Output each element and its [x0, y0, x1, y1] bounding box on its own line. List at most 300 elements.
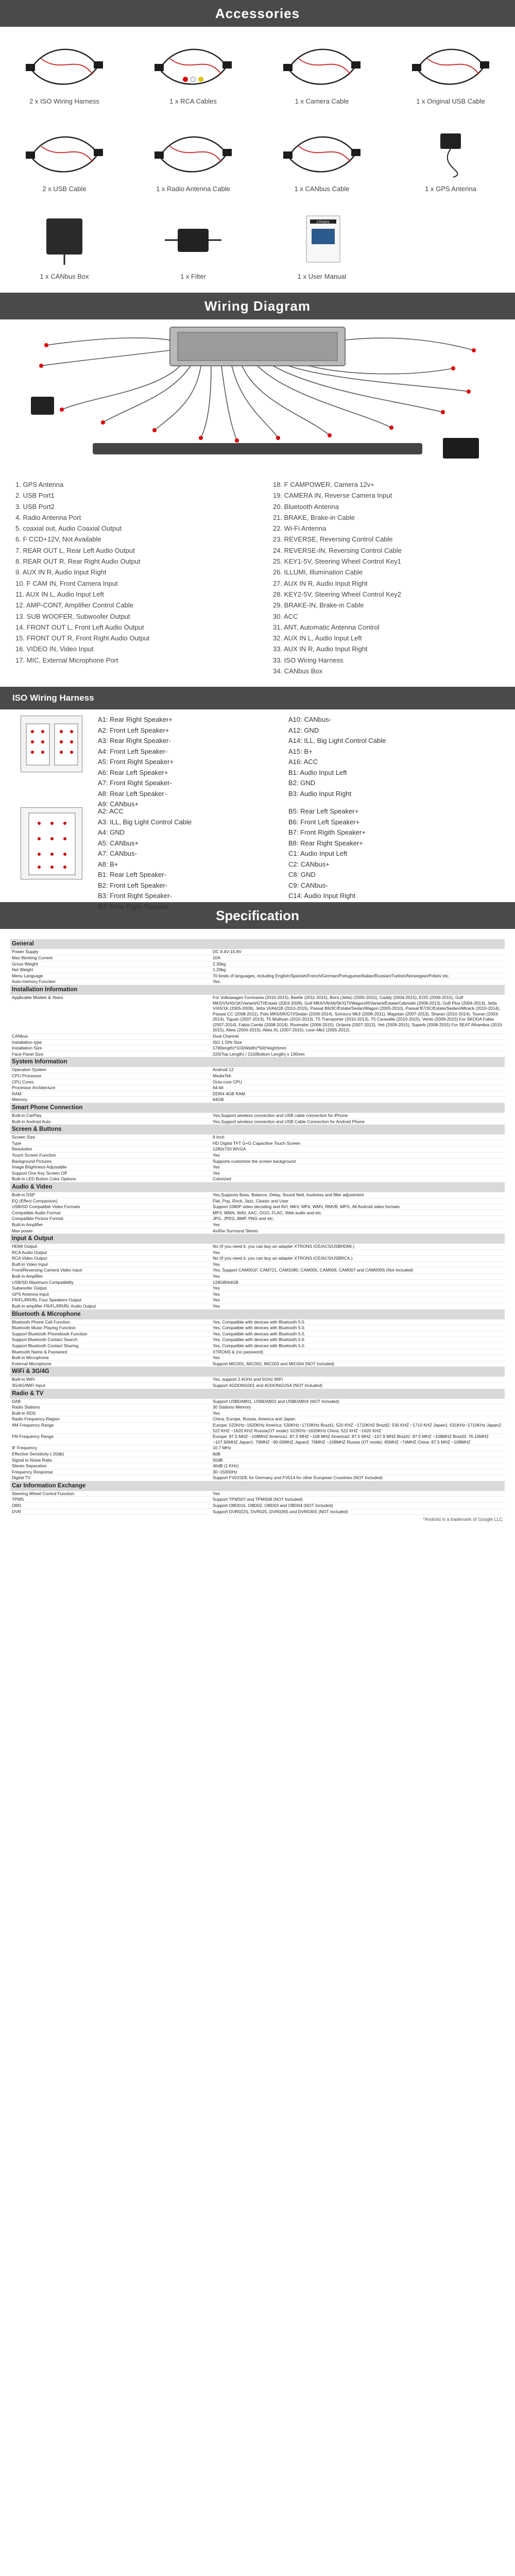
spec-row — [10, 1210, 505, 1216]
spec-group-header — [10, 939, 505, 949]
spec-row — [10, 1085, 505, 1091]
spec-row — [10, 1291, 505, 1297]
spec-value: Yes — [211, 1410, 505, 1416]
spec-row — [10, 1475, 505, 1481]
spec-value: 8dB — [211, 1451, 505, 1457]
spec-row — [10, 1261, 505, 1267]
wiring-legend-item: 21. BRAKE, Brake-in Cable — [273, 513, 355, 521]
spec-value: 10.7 MHz — [211, 1445, 505, 1451]
spec-key: Screen Size — [10, 1134, 211, 1140]
wiring-legend-item: 23. REVERSE, Reversing Control Cable — [273, 535, 393, 544]
spec-key: Built-in CarPlay — [10, 1113, 211, 1118]
spec-key: Built-in DSP — [10, 1192, 211, 1198]
iso-pin-item: A10: CANbus- — [288, 716, 332, 724]
spec-value: Support OBD015, OBD02, OBD03 and OBD04 (NOT Included) — [211, 1503, 505, 1509]
iso-pin-item: C8: GND — [288, 871, 316, 879]
wiring-legend-item: 4. Radio Antenna Port — [15, 513, 81, 521]
spec-key: CANbus — [10, 1033, 211, 1040]
iso-pin-item: A5: Front Right Speaker+ — [98, 758, 174, 766]
spec-key: AM Frequency Range — [10, 1422, 211, 1433]
spec-key: Memory — [10, 1097, 211, 1103]
spec-key: Net Weight — [10, 967, 211, 973]
wiring-legend-item: 6. F CCD+12V, Not Available — [15, 535, 101, 544]
iso-pin-item: B1: Audio Input Left — [288, 768, 347, 776]
iso-connector-a — [21, 716, 82, 772]
spec-group-header — [10, 1125, 505, 1135]
spec-value: 64-bit — [211, 1085, 505, 1091]
spec-value: Support 4GDONG001 and 4GDONGUSA (NOT Included) — [211, 1382, 505, 1388]
spec-row — [10, 1274, 505, 1280]
spec-value: MediaTek — [211, 1073, 505, 1079]
accessory-caption: 1 x Radio Antenna Cable — [156, 185, 230, 193]
spec-key: USB/SD Maximum Compatibility — [10, 1279, 211, 1285]
spec-group-header — [10, 1182, 505, 1192]
wiring-legend-item: 33. AUX IN R, Audio Input Right — [273, 645, 368, 653]
spec-key: Bluetooth Phone Call Function — [10, 1319, 211, 1325]
spec-row — [10, 1382, 505, 1388]
accessory-caption: 1 x Original USB Cable — [416, 97, 485, 105]
spec-group-title: Radio & TV — [10, 1388, 505, 1399]
spec-value: Support FV015DE for Germany and FV014 for other European Countries (NOT Included) — [211, 1475, 505, 1481]
accessory-caption: 1 x Camera Cable — [295, 97, 349, 105]
iso-pin-item: A4: Front Left Speaker- — [98, 747, 168, 755]
spec-group-title: WiFi & 3G/4G — [10, 1367, 505, 1377]
spec-row — [10, 979, 505, 985]
spec-key: Operation System — [10, 1067, 211, 1073]
accessory-item — [0, 202, 129, 290]
spec-row — [10, 1267, 505, 1274]
spec-value: Yes — [211, 1303, 505, 1310]
iso-pin-item: A5: CANbus+ — [98, 839, 139, 847]
spec-row — [10, 1204, 505, 1210]
spec-key: HDMI Output — [10, 1244, 211, 1249]
spec-row — [10, 1045, 505, 1052]
spec-value: No (If you need it, you can buy an adapter XTRONS ICE/ACS/USBRCA.) — [211, 1256, 505, 1262]
spec-key: CPU Processor — [10, 1073, 211, 1079]
accessory-item — [129, 202, 258, 290]
iso-pin-item: B5: Rear Left Speaker+ — [288, 807, 359, 816]
spec-row — [10, 1422, 505, 1433]
spec-row — [10, 1303, 505, 1310]
spec-header — [0, 902, 515, 929]
spec-key: Stereo Separation — [10, 1463, 211, 1469]
spec-row — [10, 1033, 505, 1040]
spec-key: Built-In RDS — [10, 1410, 211, 1416]
spec-key: Effective Sensitivity (-20db) — [10, 1451, 211, 1457]
wiring-legend-item: 10. F CAM IN, Front Camera Input — [15, 579, 118, 587]
spec-row — [10, 1222, 505, 1228]
spec-key: Frequency Response — [10, 1469, 211, 1475]
spec-value: Yes,Supports Bass, Balance, Delay, Sound field, loudness and filter adjustment — [211, 1192, 505, 1198]
spec-table — [10, 939, 505, 1515]
wiring-legend-item: 14. FRONT OUT L, Front Left Audio Output — [15, 623, 144, 631]
accessories-header — [0, 0, 515, 27]
iso-pin-item: A3: Rear Right Speaker- — [98, 737, 171, 745]
spec-value: DC 9.4V-15.8V — [211, 949, 505, 955]
spec-value: 30 Stations Memory — [211, 1404, 505, 1411]
spec-group-header — [10, 1388, 505, 1399]
spec-value: Android 12 — [211, 1067, 505, 1073]
spec-key: Background Pictures — [10, 1158, 211, 1164]
spec-value: 10A — [211, 955, 505, 961]
spec-row — [10, 1067, 505, 1073]
spec-key: Subwoofer Output — [10, 1285, 211, 1292]
accessory-caption: 1 x CANbus Cable — [294, 185, 350, 193]
accessory-item — [258, 114, 386, 202]
wiring-legend-item: 27. AUX IN R, Audio Input Right — [273, 579, 368, 587]
spec-value: Support USBDAB01, USBDAB02 and USBDAB04 (NOT Included) — [211, 1399, 505, 1404]
spec-key: Gross Weight — [10, 961, 211, 967]
usb-cable-icon — [21, 126, 108, 180]
spec-value: ISO 1 DIN Size — [211, 1039, 505, 1045]
spec-key: Max power — [10, 1228, 211, 1234]
spec-key: Touch Screen Function — [10, 1152, 211, 1158]
spec-row — [10, 1399, 505, 1404]
gps-antenna-icon — [407, 126, 494, 180]
spec-key: IF Frequency — [10, 1445, 211, 1451]
spec-value: 50dB — [211, 1457, 505, 1463]
spec-value: Supports customize the screen background — [211, 1158, 505, 1164]
wiring-legend-item: 24. REVERSE-IN, Reversing Control Cable — [273, 546, 402, 554]
iso-pin-item: A2: ACC — [98, 807, 124, 816]
spec-group-title: Input & Output — [10, 1234, 505, 1244]
spec-value: Europe: 87.5 MHZ ~108MHZ America1: 87.5 MHZ ~108 MHZ America2: 87.5 MHZ ~107.9 MHZ Brazil1: 87.5 MHZ ~108MHZ Brazil2: 76.10MHZ ~107.90MHZ Japan1: 76MHZ ~90.00MHZ Japan2: 76MHZ ~108MHZ Russia (OT mode): 65MHZ ~74MHZ China: 87.5 MHZ ~108MHZ — [211, 1434, 505, 1445]
accessory-item — [258, 202, 386, 290]
spec-value: Yes — [211, 1249, 505, 1256]
spec-value: 64GB — [211, 1097, 505, 1103]
spec-key: Auto-memory Function — [10, 979, 211, 985]
spec-key: Bluetooth Music Playing Function — [10, 1325, 211, 1331]
spec-row — [10, 1176, 505, 1182]
spec-group-title: Installation Information — [10, 985, 505, 995]
spec-value: Support MIC001, MIC002, MIC003 and MIC004 (NOT Included) — [211, 1361, 505, 1367]
spec-value: 2.30kg — [211, 961, 505, 967]
spec-row — [10, 1451, 505, 1457]
accessory-caption: 1 x GPS Antenna — [425, 185, 476, 193]
iso-header — [0, 687, 515, 709]
iso-pin-item: C2: CANbus+ — [288, 860, 330, 868]
spec-value: Yes,Support wireless connection and USB Cable Connection for Android Phone — [211, 1118, 505, 1125]
wiring-legend-item: 31. ANT, Automatic Antenna Control — [273, 623, 380, 631]
spec-value: 220(Top Length) / 210(Bottom Length) x 130mm — [211, 1051, 505, 1057]
spec-key: FM Frequency Range — [10, 1434, 211, 1445]
iso-pin-item: B3: Front Right Speaker- — [98, 892, 172, 900]
spec-row — [10, 1497, 505, 1503]
spec-row — [10, 1249, 505, 1256]
spec-key: External Microphone — [10, 1361, 211, 1367]
spec-value: XTRONS & (no password) — [211, 1349, 505, 1355]
wiring-legend-right — [273, 479, 515, 676]
wiring-title: Wiring Diagram — [204, 298, 311, 314]
spec-key: Bluetooth Name & Password — [10, 1349, 211, 1355]
spec-key: GPS Antenna Input — [10, 1291, 211, 1297]
iso-pin-item: A7: Front Right Speaker- — [98, 779, 172, 787]
accessory-item — [129, 114, 258, 202]
spec-value: For Volkswagen Fonmania (2010-2015), Beetle (2011-2015), Bora (Jetta) (2005-2015), Caddy (2004-2015), EOS (2006-2015), Golf MK5/V5/A5/1K/Variant/GTI/Estate (2003-2009), Golf MK6/V6/A6/5K/GTI/Wagon/R/Variant/Estate/Cabriolet (2008-2013), Golf Plus (2004-2013), Jetta V/A5/1K (2005-2009), Jetta VI/A6/1B (2010-2015), Passat B6/3C/Estate/Sedan/Wagon (2005-2010), Passat B7/3C/Estate/Sedan/Alltrack (2010-2014), Passat CC (2008-2011), Polo MK5/5R/GTI/Sedan (2009-2014), Scirocco Mk3 (2008-2011), Magotan (2007-2013), Sharan (2010-2014), Touran (2003-2014), Tiguan (2007-2013), T5 Multivan (2010-2013), T5 Transporter (2010-2013), T5 Caravelle (2010-2015), Vento (2009-2015) For SKODA Fabia (2007-2014), Fabia Combi (2008-2014), Roomster (2006-2015), Octavia (2007-2012), Yeti (2009-2015), Superb (2008-2015) For SEAT Alhambra (2010-2015), Altea (2004-2015), Altea XL (2007-2015), Leon Mk2 (2005-2012) — [211, 995, 505, 1033]
wiring-legend-item: 30. ACC — [273, 612, 298, 620]
spec-row — [10, 1113, 505, 1118]
spec-key: DVR — [10, 1509, 211, 1515]
spec-value: 9 Inch — [211, 1134, 505, 1140]
iso-harness-section — [0, 709, 515, 910]
wiring-legend-item: 15. FRONT OUT R, Front Right Audio Output — [15, 634, 150, 642]
usb-cable-icon — [407, 38, 494, 92]
wiring-legend-item: 16. VIDEO IN, Video Input — [15, 645, 94, 653]
spec-group-title: Screen & Buttons — [10, 1125, 505, 1135]
spec-key: Face Panel Size — [10, 1051, 211, 1057]
wiring-diagram-graphic — [0, 319, 515, 469]
iso-pin-item: B3: Audio Input Right — [288, 789, 352, 798]
iso-pin-item: B8: Rear Right Speaker+ — [288, 839, 363, 847]
spec-key: Steering Wheel Control Function — [10, 1491, 211, 1497]
spec-key: Built-in Android Auto — [10, 1118, 211, 1125]
iso-pin-item: C14: Audio Input Right — [288, 892, 356, 900]
spec-value: Support 1080P video decoding and AVI, MKV, MP4, WMV, RMVB, MPG, All Android video formats — [211, 1204, 505, 1210]
spec-row — [10, 1091, 505, 1097]
iso-a-left-list — [98, 715, 174, 810]
spec-value: Yes, Compatible with devices with Bluetooth 5.0. — [211, 1325, 505, 1331]
iso-pin-item: A15: B+ — [288, 747, 313, 755]
accessories-grid — [0, 27, 515, 290]
wiring-legend-item: 5. coaxial out, Audio Coaxial Output — [15, 524, 122, 533]
spec-key: OBD — [10, 1503, 211, 1509]
spec-row — [10, 955, 505, 961]
iso-pin-item: A16: ACC — [288, 758, 318, 766]
spec-row — [10, 1279, 505, 1285]
spec-key: 3G/4G/WiFi Input — [10, 1382, 211, 1388]
spec-row — [10, 1198, 505, 1204]
wiring-header — [0, 293, 515, 319]
spec-group-title: Audio & Video — [10, 1182, 505, 1192]
spec-value: 4x45w Surround Stereo — [211, 1228, 505, 1234]
spec-value: Yes, Compatible with devices with Bluetooth 5.0. — [211, 1331, 505, 1337]
spec-value: Yes — [211, 1274, 505, 1280]
spec-value: Yes, Compatible with devices with Bluetooth 5.0. — [211, 1319, 505, 1325]
iso-pin-item: B7: Front Rigith Speaker+ — [288, 828, 366, 837]
spec-row — [10, 1244, 505, 1249]
spec-value: 178(length)*103(Width)*50(Height)mm — [211, 1045, 505, 1052]
wiring-legend-item: 25. KEY1-5V, Steering Wheel Control Key1 — [273, 557, 401, 566]
accessory-item — [0, 27, 129, 114]
spec-group-header — [10, 1057, 505, 1067]
iso-b-right-list — [288, 806, 366, 902]
spec-row — [10, 1297, 505, 1303]
iso-pin-item: B1: Rear Left Speaker- — [98, 871, 166, 879]
iso-pin-item: B2: GND — [288, 779, 316, 787]
spec-row — [10, 1158, 505, 1164]
spec-row — [10, 1216, 505, 1222]
spec-value: Yes, Compatible with devices with Bluetooth 5.0. — [211, 1343, 505, 1349]
spec-value: Yes, Support CAM001F, CAM721, CAM1080, CAM005, CAM006, CAM007 and CAM009S (Not Included) — [211, 1267, 505, 1274]
spec-group-header — [10, 1103, 505, 1113]
spec-group-title: System Information — [10, 1057, 505, 1067]
spec-value: Yes — [211, 1355, 505, 1361]
spec-row — [10, 1509, 505, 1515]
accessory-caption: 2 x ISO Wiring Harness — [29, 97, 99, 105]
wiring-legend-item: 26. ILLUMI, Illumination Cable — [273, 568, 363, 577]
antenna-cable-icon — [149, 126, 237, 180]
wiring-legend-left — [15, 479, 273, 676]
spec-key: Radio Stations — [10, 1404, 211, 1411]
spec-value: Yes — [211, 1222, 505, 1228]
spec-value: Yes — [211, 1291, 505, 1297]
spec-value: Yes,Support wireless connection and USB cable connection for iPhone — [211, 1113, 505, 1118]
spec-key: Installation type — [10, 1039, 211, 1045]
spec-group-header — [10, 1309, 505, 1319]
canbus-cable-icon — [278, 126, 366, 180]
iso-a-right-list — [288, 715, 386, 799]
spec-value: 70 kinds of languages, including English/Spanish/French/German/Portuguese/Italian/Russian/Turkish/Norwegian/Polish/ etc. — [211, 973, 505, 979]
manual-icon — [278, 213, 366, 267]
iso-pin-item: B4: Rear Right Speaker- — [98, 902, 171, 910]
spec-value: Yes, support 2.4GHz and 5GHz WiFi — [211, 1377, 505, 1382]
iso-pin-item: A3: ILL, Big Light Control Cable — [98, 818, 192, 826]
spec-key: Signal to Noise Ratio — [10, 1457, 211, 1463]
wiring-legend-item: 20. Bluetooth Antenna — [273, 502, 339, 511]
spec-row — [10, 1404, 505, 1411]
accessory-caption: 1 x RCA Cables — [169, 97, 217, 105]
spec-key: USB/SD Compatible Video Formats — [10, 1204, 211, 1210]
spec-key: Support Bluetooth Contact Sharing — [10, 1343, 211, 1349]
wiring-legend-item: 8. REAR OUT R, Rear Right Audio Output — [15, 557, 141, 566]
spec-key: Compatible Audio Format — [10, 1210, 211, 1216]
spec-key: FR/FL/RR/RL Four Speakers Output — [10, 1297, 211, 1303]
accessory-caption: 1 x Filter — [180, 273, 206, 280]
iso-pin-item: A4: GND — [98, 828, 125, 837]
wiring-legend-item: 7. REAR OUT L, Rear Left Audio Output — [15, 546, 135, 554]
spec-row — [10, 1285, 505, 1292]
spec-key: TPMS — [10, 1497, 211, 1503]
spec-row — [10, 1192, 505, 1198]
wiring-legend-item: 9. AUX IN R, Audio Input Right — [15, 568, 107, 577]
wiring-legend-item: 13. SUB WOOFER, Subwoofer Output — [15, 612, 130, 620]
accessory-item — [258, 27, 386, 114]
spec-group-header — [10, 1234, 505, 1244]
wiring-legend-item: 2. USB Port1 — [15, 492, 55, 500]
spec-value: Yes — [211, 1164, 505, 1171]
spec-row — [10, 1152, 505, 1158]
iso-pin-item: A1: Rear Right Speaker+ — [98, 716, 173, 724]
wiring-legend-item: 3. USB Port2 — [15, 502, 55, 511]
spec-row — [10, 995, 505, 1033]
spec-key: Radio Frequency Region — [10, 1416, 211, 1422]
spec-value: Europe: 522KHz~1620KHz America: 530KHz~1710KHz Brazil1: 520 KHZ ~1710KHZ Brazil2: 530 KHZ ~1710 KHZ Japan1: 531KHz~1710KHz Japan2: 522 KHZ ~1620 KHZ Russia(OT mode): 522KHz~1620KHz China: 522 KHZ ~1620 KHZ — [211, 1422, 505, 1433]
iso-pin-item: A2: Front Left Speaker+ — [98, 726, 169, 734]
wiring-legend-item: 33. ISO Wiring Harness — [273, 656, 344, 664]
spec-row — [10, 1349, 505, 1355]
spec-key: Processor Architecture — [10, 1085, 211, 1091]
wiring-legend-item: 22. Wi-Fi Antenna — [273, 524, 327, 533]
spec-key: Resolution — [10, 1146, 211, 1153]
spec-row — [10, 1170, 505, 1176]
iso-pin-item: A12: GND — [288, 726, 319, 734]
wiring-legend-item: 19. CAMERA IN, Reverse Camera Input — [273, 492, 392, 500]
spec-key: Built-in Microphone — [10, 1355, 211, 1361]
spec-row — [10, 1140, 505, 1146]
svg-text:XTRONS: XTRONS — [316, 221, 330, 224]
wiring-legend-item: 18. F CAMPOWER, Camera 12v+ — [273, 481, 374, 488]
footnote: *Android is a trademark of Google LLC — [423, 1517, 503, 1522]
spec-key: Built-in amplifier FR/FL/RR/RL Audio Output — [10, 1303, 211, 1310]
wiring-legend-item: 12. AMP-CONT, Amplifier Control Cable — [15, 601, 134, 609]
spec-row — [10, 1410, 505, 1416]
spec-row — [10, 1434, 505, 1445]
spec-value: Yes — [211, 1297, 505, 1303]
spec-group-title: Bluetooth & Microphone — [10, 1309, 505, 1319]
spec-key: DAB — [10, 1399, 211, 1404]
spec-row — [10, 967, 505, 973]
spec-row — [10, 1097, 505, 1103]
spec-value: HD Digital TFT G+G Capacitive Touch Screen — [211, 1140, 505, 1146]
spec-key: Support Bluetooth Phonebook Function — [10, 1331, 211, 1337]
spec-value: No (If you need it, you can buy an adapter XTRONS ICE/ACS/USBHDMI.) — [211, 1244, 505, 1249]
spec-row — [10, 1355, 505, 1361]
spec-value: Yes, Compatible with devices with Bluetooth 5.0. — [211, 1337, 505, 1343]
spec-row — [10, 1331, 505, 1337]
iso-pin-item: A6: Rear Left Speaker+ — [98, 768, 168, 776]
spec-row — [10, 1503, 505, 1509]
spec-value: Colorized — [211, 1176, 505, 1182]
spec-key: CPU Cores — [10, 1079, 211, 1085]
spec-row — [10, 1337, 505, 1343]
spec-key: Compatible Picture Format — [10, 1216, 211, 1222]
spec-key: Max Working Current — [10, 955, 211, 961]
iso-pin-item: C1: Audio Input Left — [288, 850, 348, 858]
iso-pin-item: B2: Front Left Speaker- — [98, 881, 168, 889]
spec-key: Built-in WiFi — [10, 1377, 211, 1382]
spec-group-title: Car Information Exchange — [10, 1481, 505, 1491]
spec-value: MP3, WMA, WAV, AAC, OGG, FLAC, Web audio and etc. — [211, 1210, 505, 1216]
spec-row — [10, 1377, 505, 1382]
spec-group-title: Smart Phone Connection — [10, 1103, 505, 1113]
spec-key: Applicable Models & Years — [10, 995, 211, 1033]
spec-key: Image Brightness Adjustable — [10, 1164, 211, 1171]
spec-value: 1280x720 WVGA — [211, 1146, 505, 1153]
accessory-caption: 1 x User Manual — [297, 273, 347, 280]
spec-key: RCA Audio Output — [10, 1249, 211, 1256]
wiring-legend-item: 28. KEY2-5V, Steering Wheel Control Key2 — [273, 590, 401, 598]
spec-key: Built-in Amplifier — [10, 1222, 211, 1228]
wiring-diagram — [0, 319, 515, 469]
spec-value: 128GB/64GB — [211, 1279, 505, 1285]
spec-key: Front/Reversing Camera Video Input — [10, 1267, 211, 1274]
spec-key: Support One Key Screen Off — [10, 1170, 211, 1176]
spec-value: Yes — [211, 1152, 505, 1158]
spec-key: Built-in LED Button Color Options — [10, 1176, 211, 1182]
spec-value: DDR4 4GB RAM — [211, 1091, 505, 1097]
spec-row — [10, 1457, 505, 1463]
spec-value: 1.20kg — [211, 967, 505, 973]
accessory-caption: 2 x USB Cable — [42, 185, 87, 193]
spec-row — [10, 1118, 505, 1125]
spec-group-header — [10, 1367, 505, 1377]
iso-pin-item: A9: CANbus+ — [98, 800, 139, 808]
spec-key: Menu Language — [10, 973, 211, 979]
spec-row — [10, 1039, 505, 1045]
spec-value: Yes — [211, 979, 505, 985]
spec-row — [10, 1319, 505, 1325]
wiring-legend-item: 32. AUX IN L, Audio Input Left — [273, 634, 362, 642]
spec-row — [10, 1228, 505, 1234]
filter-icon — [149, 213, 237, 267]
spec-key: Support Bluetooth Contact Search — [10, 1337, 211, 1343]
camera-cable-icon — [278, 38, 366, 92]
spec-row — [10, 1164, 505, 1171]
iso-pin-item: A14: ILL, Big Light Control Cable — [288, 737, 386, 745]
spec-row — [10, 1491, 505, 1497]
spec-value: Support DVR022S, DVR025, DVR026S and DVR030S (NOT Included) — [211, 1509, 505, 1515]
spec-row — [10, 949, 505, 955]
